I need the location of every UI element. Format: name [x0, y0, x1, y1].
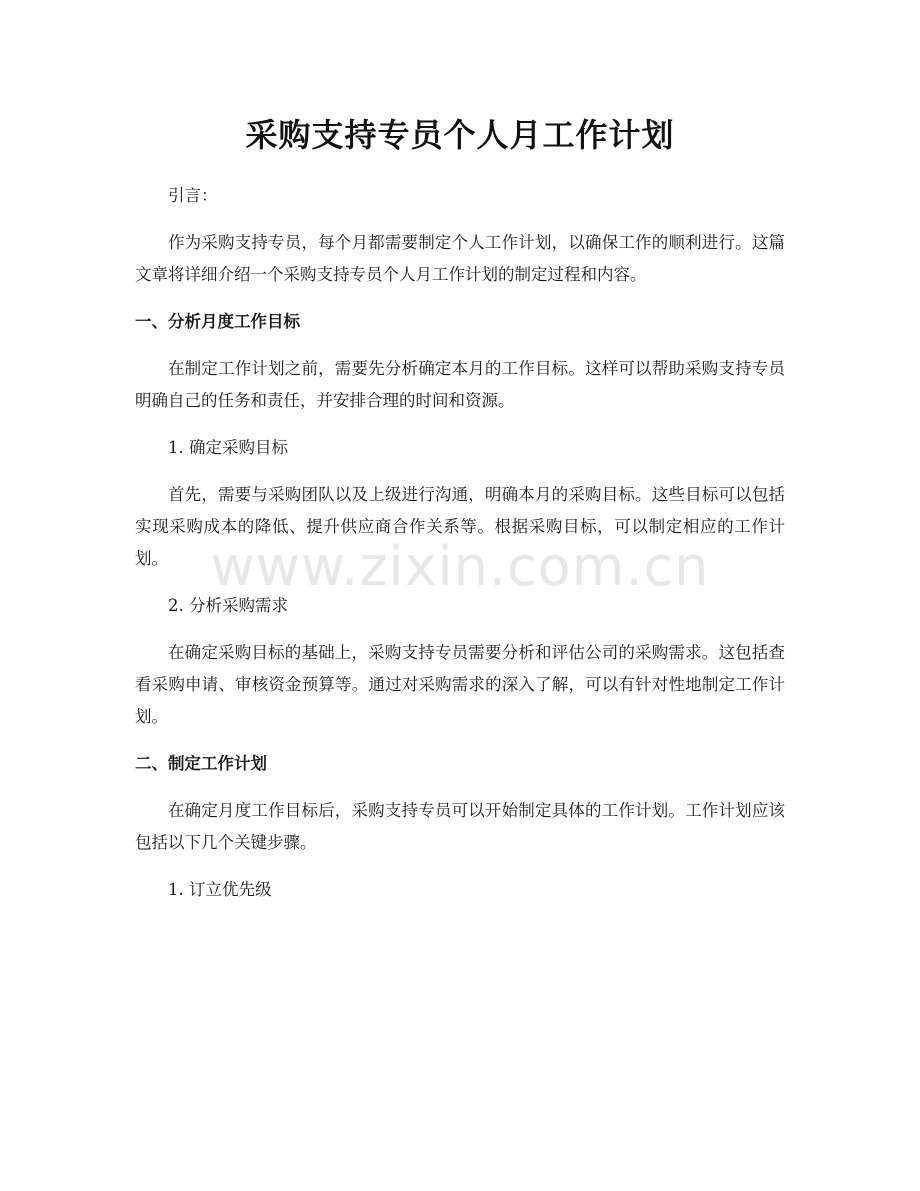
section-heading-1: 一、分析月度工作目标 — [135, 312, 300, 331]
section-2-paragraph: 在确定月度工作目标后，采购支持专员可以开始制定具体的工作计划。工作计划应该包括以下几个关键步骤。 — [135, 801, 785, 852]
section-1-item-1: 1. 确定采购目标 — [168, 438, 288, 457]
section-1-item-2: 2. 分析采购需求 — [168, 596, 288, 615]
intro-label: 引言： — [168, 186, 218, 205]
section-1-item-1-paragraph: 首先，需要与采购团队以及上级进行沟通，明确本月的采购目标。这些目标可以包括实现采购成本的降低、提升供应商合作关系等。根据采购目标，可以制定相应的工作计划。 — [135, 485, 785, 568]
page-title: 采购支持专员个人月工作计划 — [245, 116, 675, 154]
watermark: www.zixin.com.cn — [210, 535, 710, 598]
intro-paragraph: 作为采购支持专员，每个月都需要制定个人工作计划，以确保工作的顺利进行。这篇文章将详细介绍一个采购支持专员个人月工作计划的制定过程和内容。 — [135, 233, 785, 284]
section-heading-2: 二、制定工作计划 — [135, 754, 267, 773]
section-1-paragraph: 在制定工作计划之前，需要先分析确定本月的工作目标。这样可以帮助采购支持专员明确自己的任务和责任，并安排合理的时间和资源。 — [135, 359, 785, 410]
section-1-item-2-paragraph: 在确定采购目标的基础上，采购支持专员需要分析和评估公司的采购需求。这包括查看采购申请、审核资金预算等。通过对采购需求的深入了解，可以有针对性地制定工作计划。 — [135, 643, 785, 726]
document-body — [135, 180, 785, 921]
section-2-item-1: 1. 订立优先级 — [168, 880, 272, 899]
